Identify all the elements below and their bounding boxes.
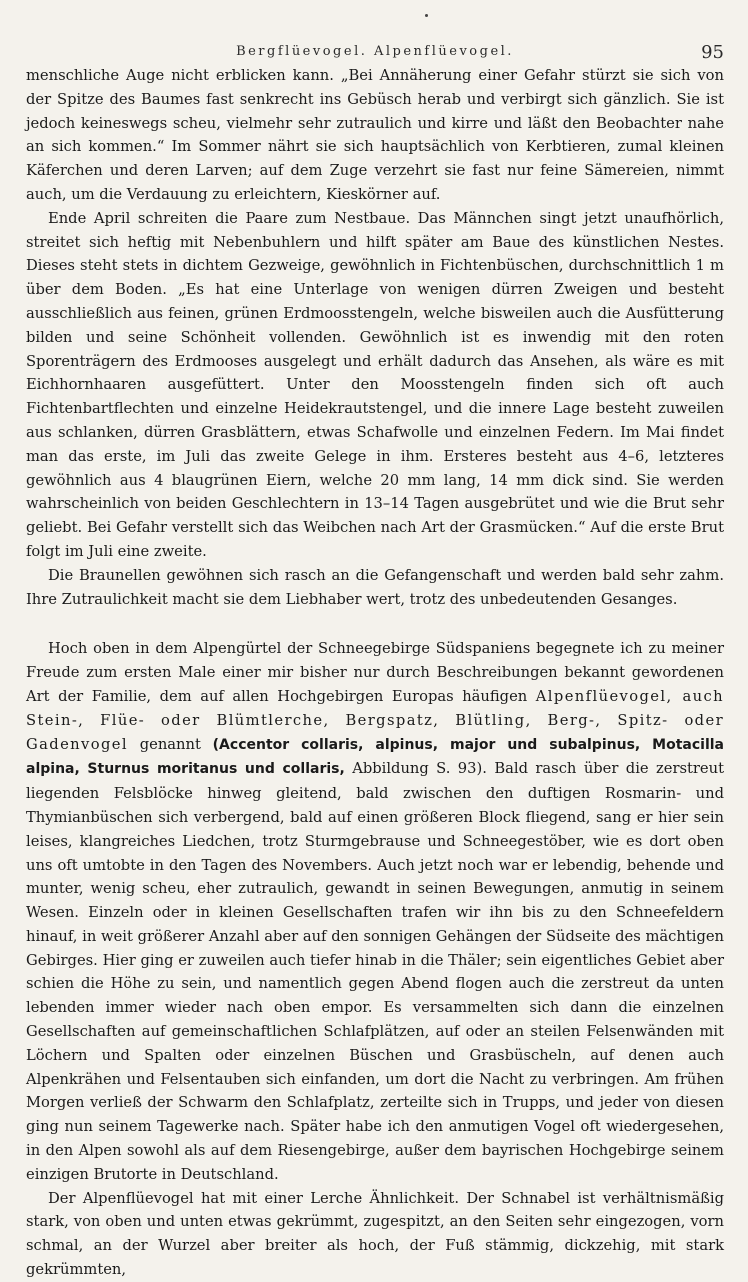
paragraph-4 (26, 637, 724, 1186)
page-header (26, 34, 724, 64)
paragraph-4-genannt: genannt (139, 735, 201, 753)
species-latin-names: (Accentor collaris, alpinus, major und subalpinus, Motacilla alpina, Sturnus moritanus und collaris, (26, 736, 725, 778)
print-speck (425, 14, 428, 17)
book-page (26, 34, 724, 1282)
section-gap (26, 611, 724, 637)
paragraph-3: Die Braunellen gewöhnen sich rasch an die Gefangenschaft und werden bald sehr zahm. Ihre Zutraulichkeit macht sie dem Liebhaber wert, trotz des unbedeutenden Gesanges. (26, 566, 724, 608)
paragraph-5: Der Alpenflüevogel hat mit einer Lerche Ähnlichkeit. Der Schnabel ist verhältnismäßig stark, von oben und unten etwas gekrümmt, zugespitzt, an den Seiten sehr eingezogen, vorn schmal, an der Wurzel aber breiter als hoch, der Fuß stämmig, dickzehig, mit stark gekrümmten, (26, 1189, 724, 1279)
paragraph-2: Ende April schreiten die Paare zum Nestbaue. Das Männchen singt jetzt unaufhörlich, streitet sich heftig mit Nebenbuhlern und hilft später am Baue des künstlichen Nestes. Dieses steht stets in dichtem Gezweige, gewöhnlich in Fichtenbüschen, durchschnittlich 1 m über dem Boden. „Es hat eine Unterlage von wenigen dürren Zweigen und besteht ausschließlich aus feinen, grünen Erdmoosstengeln, welche bisweilen auch die Ausfütterung bilden und seine Schönheit vollenden. Gewöhnlich ist es inwendig mit den roten Sporenträgern des Erdmooses ausgelegt und erhält dadurch das Ansehen, als wäre es mit Eichhornhaaren ausgefüttert. Unter den Moosstengeln finden sich oft auch Fichtenbartflechten und einzelne Heidekrautstengel, und die innere Lage besteht zuweilen aus schlanken, dürren Grasblättern, etwas Schafwolle und einzelnen Federn. Im Mai findet man das erste, im Juli das zweite Gelege in ihm. Ersteres besteht aus 4–6, letzteres gewöhnlich aus 4 blaugrünen Eiern, welche 20 mm lang, 14 mm dick sind. Sie werden wahrscheinlich von beiden Geschlechtern in 13–14 Tagen ausgebrütet und wie die Brut sehr geliebt. Bei Gefahr verstellt sich das Weibchen nach Art der Grasmücken.“ Auf die erste Brut folgt im Juli eine zweite. (26, 209, 724, 560)
paragraph-1: menschliche Auge nicht erblicken kann. „Bei Annäherung einer Gefahr stürzt sie sich von der Spitze des Baumes fast senkrecht ins Gebüsch herab und verbirgt sich gänzlich. Sie ist jedoch keineswegs scheu, vielmehr sehr zutraulich und kirre und läßt den Beobachter nahe an sich kommen.“ Im Sommer nährt sie sich hauptsächlich von Kerbtieren, zumal kleinen Käferchen und deren Larven; auf dem Zuge verzehrt sie fast nur feine Sämereien, nimmt auch, um die Verdauung zu erleichtern, Kieskörner auf. (26, 67, 724, 203)
page-number: 95 (701, 42, 724, 63)
species-common-names: Alpenflüevogel, auch Stein-, Flüe- oder Blümtlerche, Bergspatz, Blütling, Berg-, Spitz- oder Gadenvogel (26, 687, 724, 753)
paragraph-4-body: Abbildung S. 93). Bald rasch über die zerstreut liegenden Felsblöcke hinweg gleitend, bald zwischen den duftigen Rosmarin- und Thymianbüschen sich verbergend, bald auf einen größeren Block fliegend, sang er hier sein leises, klangreiches Liedchen, trotz Sturmgebrause und Schneegestöber, wie es dort oben uns oft umtobte in den Tagen des Novembers. Auch jetzt noch war er lebendig, behende und munter, wenig scheu, eher zutraulich, gewandt in seinen Bewegungen, anmutig in seinem Wesen. Einzeln oder in kleinen Gesellschaften trafen wir ihn bis zu den Schneefeldern hinauf, in weit größerer Anzahl aber auf den sonnigen Gehängen der Südseite des mächtigen Gebirges. Hier ging er zuweilen auch tiefer hinab in die Thäler; sein eigentliches Gebiet aber schien die Höhe zu sein, und namentlich gegen Abend flogen auch die zerstreut da unten lebenden immer wieder nach oben empor. Es versammelten sich dann die einzelnen Gesellschaften auf gemeinschaftlichen Schlafplätzen, auf oder an steilen Felsenwänden mit Löchern und Spalten oder einzelnen Büschen und Grasbüscheln, auf denen auch Alpenkrähen und Felsentauben sich einfanden, um dort die Nacht zu verbringen. Am frühen Morgen verließ der Schwarm den Schlafplatz, zerteilte sich in Trupps, und jeder von diesen ging nun seinem Tagewerke nach. Später habe ich den anmutigen Vogel oft wiedergesehen, in den Alpen sowohl als auf dem Riesengebirge, außer dem bayrischen Hochgebirge seinem einzigen Brutorte in Deutschland. (26, 760, 724, 1183)
running-title: Bergflüevogel. Alpenflüevogel. (236, 44, 514, 59)
paragraph-4-intro: Hoch oben in dem Alpengürtel der Schneegebirge Südspaniens begegnete ich zu meiner Freude zum ersten Male einer mir bisher nur durch Beschreibungen bekannt gewordenen Art der Familie, dem auf allen Hochgebirgen Europas häufigen (26, 640, 724, 705)
